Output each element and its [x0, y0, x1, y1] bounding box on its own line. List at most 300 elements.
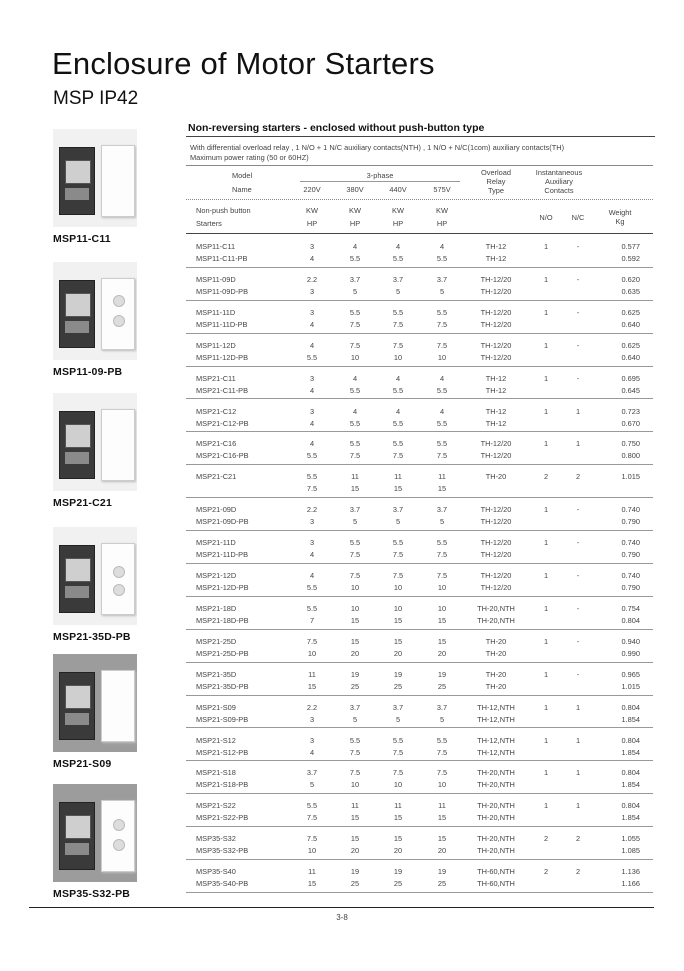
cell-v-440: 7.5	[392, 768, 404, 778]
cell-v-380: 11	[351, 801, 359, 811]
cell-nc: 1	[575, 702, 581, 712]
cell-v-220: 3.7	[306, 768, 318, 778]
cell-relay: TH-12/20	[480, 583, 512, 592]
image-caption: MSP21-C21	[53, 497, 112, 509]
cell-v-220: 15	[307, 879, 317, 889]
cell-v-380: 5	[352, 517, 358, 527]
cell-v-380: 5.5	[349, 385, 361, 395]
cell-v-440: 4	[395, 242, 401, 251]
header-overload-relay	[470, 168, 522, 195]
table-row	[186, 465, 653, 498]
cell-v-440: 3.7	[392, 505, 404, 515]
cell-name: MSP21-S22-PB	[196, 813, 249, 823]
cell-kg: 0.640	[621, 352, 640, 362]
cell-no: 1	[543, 406, 549, 416]
cell-v-575: 5.5	[436, 735, 448, 745]
cell-kg: 1.136	[621, 867, 640, 877]
page-number: 3-8	[336, 913, 348, 922]
starter-photo	[53, 262, 137, 360]
cell-relay: TH-20	[485, 472, 507, 482]
cell-v-380: 5.5	[349, 307, 361, 317]
cell-relay: TH-20,NTH	[477, 813, 515, 823]
cell-kg: 0.625	[621, 307, 640, 317]
cell-v-575: 15	[437, 813, 447, 823]
cell-relay: TH-12/20	[480, 538, 512, 548]
cell-no: 1	[543, 274, 549, 284]
cell-v-575: 15	[437, 484, 447, 494]
cell-name: MSP21-S09	[196, 702, 236, 712]
cell-v-440: 5.5	[392, 254, 404, 263]
header-no: N/O	[539, 213, 553, 222]
cell-v-380: 11	[351, 472, 359, 482]
cell-v-440: 4	[395, 373, 401, 383]
cell-v-575: 19	[437, 669, 447, 679]
cell-v-575: 7.5	[436, 550, 448, 560]
cell-kg: 0.790	[621, 583, 640, 592]
cell-nc: -	[576, 571, 580, 580]
table-row	[186, 301, 653, 334]
cell-v-440: 5	[395, 517, 401, 527]
cell-relay: TH-12/20	[480, 571, 512, 580]
cell-kg: 0.620	[621, 274, 640, 284]
cell-v-575: 5.5	[436, 538, 448, 548]
cell-relay: TH-20	[485, 636, 507, 646]
cell-kg: 0.645	[621, 385, 640, 395]
cell-kg: 0.670	[621, 418, 640, 428]
cell-kg: 1.854	[621, 714, 640, 724]
cell-v-575: 15	[437, 834, 447, 844]
cell-relay: TH-12/20	[480, 451, 512, 461]
cell-v-440: 5.5	[392, 418, 404, 428]
cell-v-440: 5.5	[392, 385, 404, 395]
cell-v-220: 7.5	[306, 813, 318, 823]
cell-kg: 0.804	[621, 768, 640, 778]
cell-kg: 0.695	[621, 373, 640, 383]
header-mid-rule	[186, 199, 653, 200]
table-row	[186, 367, 653, 400]
cell-name: MSP21-25D-PB	[196, 648, 249, 658]
cell-no: 1	[543, 735, 549, 745]
cell-name: MSP21-C11	[196, 373, 236, 383]
cell-v-575: 4	[439, 406, 445, 416]
header-hp: HP	[349, 219, 361, 228]
section-description	[190, 143, 564, 163]
cell-kg: 0.635	[621, 286, 640, 296]
cell-name: MSP11-11D-PB	[196, 319, 248, 329]
cell-v-575: 3.7	[436, 505, 448, 515]
image-caption: MSP11-09-PB	[53, 366, 123, 378]
cell-nc: -	[576, 505, 580, 515]
cell-no: 1	[543, 505, 549, 515]
header-kw: KW	[349, 206, 361, 215]
cell-kg: 1.854	[621, 747, 640, 757]
starter-photo	[53, 527, 137, 625]
cell-v-220: 10	[307, 648, 317, 658]
header-kw: KW	[392, 206, 404, 215]
cell-relay: TH-20,NTH	[477, 846, 515, 856]
cell-relay: TH-12	[485, 242, 507, 251]
cell-name: MSP21-C21	[196, 472, 237, 482]
table-row	[186, 498, 653, 531]
description-line-2: Maximum power rating (50 or 60HZ)	[190, 153, 309, 162]
cell-v-440: 19	[393, 867, 403, 877]
cell-nc: 2	[575, 834, 581, 844]
header-hp: HP	[436, 219, 448, 228]
cell-v-575: 15	[437, 636, 447, 646]
table-row	[186, 334, 653, 367]
cell-v-220: 3	[309, 286, 315, 296]
cell-v-440: 4	[395, 406, 401, 416]
cell-kg: 0.804	[621, 702, 640, 712]
cell-v-380: 4	[352, 406, 358, 416]
cell-nc: 1	[575, 735, 581, 745]
product-image-msp35-s32-pb	[53, 784, 137, 900]
cell-v-575: 5.5	[436, 439, 448, 449]
cell-kg: 1.015	[621, 472, 640, 482]
cell-v-220: 3	[309, 307, 315, 317]
cell-kg: 0.592	[621, 254, 640, 263]
cell-name: MSP21-C16-PB	[196, 451, 249, 461]
cell-v-380: 5	[352, 714, 358, 724]
cell-relay: TH-12	[485, 385, 507, 395]
cell-v-440: 15	[393, 834, 403, 844]
cell-v-380: 10	[350, 780, 360, 790]
cell-v-575: 7.5	[436, 747, 448, 757]
cell-v-380: 7.5	[349, 340, 361, 350]
cell-no: 1	[543, 439, 549, 449]
cell-nc: 2	[575, 867, 581, 877]
cell-kg: 0.804	[621, 615, 640, 625]
cell-v-440: 7.5	[392, 747, 404, 757]
cell-v-220: 3	[309, 714, 315, 724]
cell-v-575: 11	[438, 801, 446, 811]
cell-nc: -	[576, 538, 580, 548]
cell-v-220: 3	[309, 735, 315, 745]
cell-nc: 1	[575, 768, 581, 778]
cell-v-380: 25	[350, 681, 360, 691]
cell-v-380: 5.5	[349, 254, 361, 263]
cell-name: MSP21-C11-PB	[196, 385, 249, 395]
product-image-msp11-c11	[53, 129, 137, 245]
cell-kg: 0.965	[621, 669, 640, 679]
image-caption: MSP21-S09	[53, 758, 112, 770]
cell-v-575: 5.5	[436, 307, 448, 317]
cell-relay: TH-12	[485, 406, 507, 416]
image-caption: MSP21-35D-PB	[53, 631, 131, 643]
cell-relay: TH-12	[485, 373, 507, 383]
cell-v-440: 25	[393, 681, 403, 691]
table-row	[186, 860, 653, 893]
table-row	[186, 630, 653, 663]
cell-kg: 0.790	[621, 517, 640, 527]
cell-v-440: 11	[394, 472, 402, 482]
inst-line-1: Instantaneous	[535, 168, 583, 177]
cell-nc: -	[576, 340, 580, 350]
cell-name: MSP21-18D-PB	[196, 615, 249, 625]
cell-kg: 0.740	[621, 538, 640, 548]
cell-v-220: 4	[309, 550, 315, 560]
header-575v: 575V	[433, 185, 451, 194]
cell-relay: TH-60,NTH	[477, 879, 515, 889]
cell-v-220: 7.5	[306, 636, 318, 646]
table-row	[186, 761, 653, 794]
cell-v-575: 25	[437, 681, 447, 691]
cell-v-380: 5.5	[349, 735, 361, 745]
cell-v-575: 7.5	[436, 319, 448, 329]
cell-name: MSP35-S32	[196, 834, 236, 844]
table-row	[186, 235, 653, 268]
product-image-msp21-c21	[53, 393, 137, 509]
starter-photo	[53, 393, 137, 491]
cell-v-440: 15	[393, 615, 403, 625]
cell-v-220: 4	[309, 385, 315, 395]
cell-v-220: 2.2	[306, 505, 318, 515]
cell-relay: TH-20,NTH	[477, 603, 515, 613]
cell-v-575: 3.7	[436, 702, 448, 712]
cell-kg: 0.990	[621, 648, 640, 658]
cell-name: MSP21-12D-PB	[196, 583, 249, 592]
cell-kg: 0.577	[621, 242, 640, 251]
cell-relay: TH-12/20	[480, 550, 512, 560]
cell-name: MSP21-09D-PB	[196, 517, 249, 527]
cell-v-380: 25	[350, 879, 360, 889]
starter-photo	[53, 129, 137, 227]
table-row	[186, 531, 653, 564]
cell-v-220: 7.5	[306, 484, 318, 494]
cell-name: MSP11-09D	[196, 274, 236, 284]
header-starters: Starters	[196, 219, 222, 228]
cell-v-380: 3.7	[349, 505, 361, 515]
cell-v-440: 7.5	[392, 319, 404, 329]
header-kw: KW	[306, 206, 318, 215]
table-row	[186, 597, 653, 630]
footer-rule	[29, 907, 654, 908]
header-model: Model	[232, 171, 253, 180]
cell-v-380: 15	[350, 636, 360, 646]
table-row	[186, 564, 653, 597]
table-row	[186, 696, 653, 729]
cell-no: 1	[543, 571, 549, 580]
cell-v-440: 10	[393, 780, 403, 790]
cell-v-380: 10	[350, 583, 360, 592]
cell-relay: TH-12/20	[480, 319, 512, 329]
cell-v-380: 4	[352, 373, 358, 383]
cell-v-380: 15	[350, 615, 360, 625]
cell-v-575: 10	[437, 583, 447, 592]
cell-v-380: 5.5	[349, 418, 361, 428]
cell-v-220: 4	[309, 254, 315, 263]
product-image-msp11-09-pb	[53, 262, 137, 378]
header-bottom-rule	[186, 233, 653, 234]
cell-kg: 0.754	[621, 603, 640, 613]
cell-v-575: 5.5	[436, 418, 448, 428]
cell-kg: 0.740	[621, 571, 640, 580]
cell-no: 2	[543, 834, 549, 844]
cell-v-380: 3.7	[349, 274, 361, 284]
cell-v-220: 4	[309, 747, 315, 757]
cell-nc: 1	[575, 801, 581, 811]
cell-kg: 0.625	[621, 340, 640, 350]
cell-v-575: 7.5	[436, 768, 448, 778]
heading-rule	[186, 136, 655, 137]
cell-kg: 1.085	[621, 846, 640, 856]
header-non-push: Non-push button	[196, 206, 251, 215]
cell-v-440: 7.5	[392, 571, 404, 580]
cell-v-380: 5.5	[349, 538, 361, 548]
cell-nc: 1	[575, 406, 581, 416]
cell-name: MSP21-35D-PB	[196, 681, 249, 691]
cell-v-440: 15	[393, 636, 403, 646]
cell-no: 1	[543, 636, 549, 646]
cell-v-440: 25	[393, 879, 403, 889]
cell-no: 1	[543, 768, 549, 778]
cell-v-220: 3	[309, 373, 315, 383]
cell-nc: -	[576, 603, 580, 613]
cell-kg: 1.166	[621, 879, 640, 889]
cell-v-220: 11	[308, 867, 316, 877]
cell-relay: TH-12,NTH	[477, 702, 515, 712]
cell-nc: 2	[575, 472, 581, 482]
cell-nc: -	[576, 307, 580, 317]
image-caption: MSP35-S32-PB	[53, 888, 131, 900]
cell-relay: TH-12/20	[480, 352, 512, 362]
cell-no: 2	[543, 472, 549, 482]
cell-v-380: 7.5	[349, 571, 361, 580]
cell-kg: 1.055	[621, 834, 640, 844]
overload-line-3: Type	[487, 186, 505, 195]
cell-v-220: 4	[309, 340, 315, 350]
cell-v-440: 10	[393, 583, 403, 592]
cell-v-575: 5	[439, 286, 445, 296]
overload-line-1: Overload	[481, 168, 511, 177]
table-top-rule	[186, 165, 653, 166]
cell-name: MSP11-C11-PB	[196, 254, 248, 263]
inst-line-3: Contacts	[544, 186, 574, 195]
cell-name: MSP21-C12-PB	[196, 418, 249, 428]
cell-relay: TH-12,NTH	[477, 735, 515, 745]
cell-v-575: 3.7	[436, 274, 448, 284]
weight-line-2: Kg	[615, 217, 625, 226]
cell-v-380: 7.5	[349, 747, 361, 757]
cell-v-575: 11	[438, 472, 446, 482]
table-row	[186, 432, 653, 465]
cell-v-220: 7	[309, 615, 315, 625]
cell-name: MSP21-S12-PB	[196, 747, 249, 757]
cell-v-440: 10	[393, 603, 403, 613]
cell-relay: TH-12	[485, 418, 507, 428]
page-subtitle: MSP IP42	[53, 88, 139, 109]
cell-v-380: 7.5	[349, 451, 361, 461]
cell-v-220: 11	[308, 669, 316, 679]
cell-no: 1	[543, 669, 549, 679]
section-heading: Non-reversing starters - enclosed without push-button type	[188, 122, 485, 134]
cell-name: MSP21-09D	[196, 505, 237, 515]
cell-relay: TH-12/20	[480, 505, 512, 515]
cell-name: MSP11-12D	[196, 340, 236, 350]
cell-kg: 0.723	[621, 406, 640, 416]
cell-kg: 0.804	[621, 735, 640, 745]
cell-v-380: 7.5	[349, 550, 361, 560]
cell-nc: -	[576, 274, 580, 284]
starter-photo	[53, 654, 137, 752]
cell-v-575: 5	[439, 517, 445, 527]
cell-v-380: 20	[350, 846, 360, 856]
starter-photo	[53, 784, 137, 882]
cell-no: 1	[543, 702, 549, 712]
cell-relay: TH-12/20	[480, 286, 512, 296]
cell-no: 1	[543, 242, 549, 251]
cell-name: MSP11-C11	[196, 242, 236, 251]
cell-relay: TH-12	[485, 254, 507, 263]
description-line-1: With differential overload relay , 1 N/O + 1 N/C auxiliary contacts(NTH) , 1 N/O + N/C(1com) auxiliary contacts(TH)	[190, 143, 565, 152]
cell-v-575: 19	[437, 867, 447, 877]
cell-v-380: 20	[350, 648, 360, 658]
cell-name: MSP21-12D	[196, 571, 237, 580]
table-row	[186, 729, 653, 762]
cell-kg: 0.800	[621, 451, 640, 461]
cell-v-575: 25	[437, 879, 447, 889]
header-name: Name	[232, 185, 252, 194]
cell-relay: TH-20,NTH	[477, 834, 515, 844]
image-caption: MSP11-C11	[53, 233, 111, 245]
table-row	[186, 663, 653, 696]
cell-kg: 0.750	[621, 439, 640, 449]
cell-v-575: 7.5	[436, 571, 448, 580]
cell-name: MSP35-S40-PB	[196, 879, 249, 889]
cell-name: MSP21-S09-PB	[196, 714, 249, 724]
cell-v-380: 7.5	[349, 768, 361, 778]
cell-relay: TH-20	[485, 648, 507, 658]
product-image-msp21-s09	[53, 654, 137, 770]
cell-v-220: 3	[309, 517, 315, 527]
cell-v-380: 19	[350, 867, 360, 877]
cell-v-380: 4	[352, 242, 358, 251]
cell-v-380: 15	[350, 834, 360, 844]
cell-name: MSP21-11D	[196, 538, 236, 548]
cell-v-575: 15	[437, 615, 447, 625]
cell-v-575: 5	[439, 714, 445, 724]
cell-name: MSP21-S18	[196, 768, 236, 778]
page-title: Enclosure of Motor Starters	[52, 46, 435, 81]
cell-kg: 0.640	[621, 319, 640, 329]
cell-v-220: 2.2	[306, 274, 318, 284]
cell-relay: TH-12/20	[480, 439, 512, 449]
cell-relay: TH-12/20	[480, 307, 512, 317]
cell-v-440: 3.7	[392, 702, 404, 712]
cell-v-440: 5	[395, 714, 401, 724]
cell-v-220: 5.5	[306, 352, 318, 362]
cell-v-220: 3	[309, 242, 315, 251]
cell-v-575: 20	[437, 846, 447, 856]
cell-v-575: 20	[437, 648, 447, 658]
product-image-msp21-35d-pb	[53, 527, 137, 643]
cell-name: MSP21-25D	[196, 636, 237, 646]
header-nc: N/C	[571, 213, 585, 222]
cell-name: MSP21-35D	[196, 669, 237, 679]
cell-nc: -	[576, 636, 580, 646]
cell-relay: TH-20	[485, 681, 507, 691]
table-row	[186, 400, 653, 433]
cell-name: MSP11-11D	[196, 307, 236, 317]
cell-v-575: 10	[437, 780, 447, 790]
header-380v: 380V	[346, 185, 364, 194]
cell-v-440: 15	[393, 813, 403, 823]
cell-relay: TH-20	[485, 669, 507, 679]
cell-v-380: 5.5	[349, 439, 361, 449]
cell-v-220: 4	[309, 418, 315, 428]
cell-relay: TH-12/20	[480, 517, 512, 527]
cell-no: 2	[543, 867, 549, 877]
